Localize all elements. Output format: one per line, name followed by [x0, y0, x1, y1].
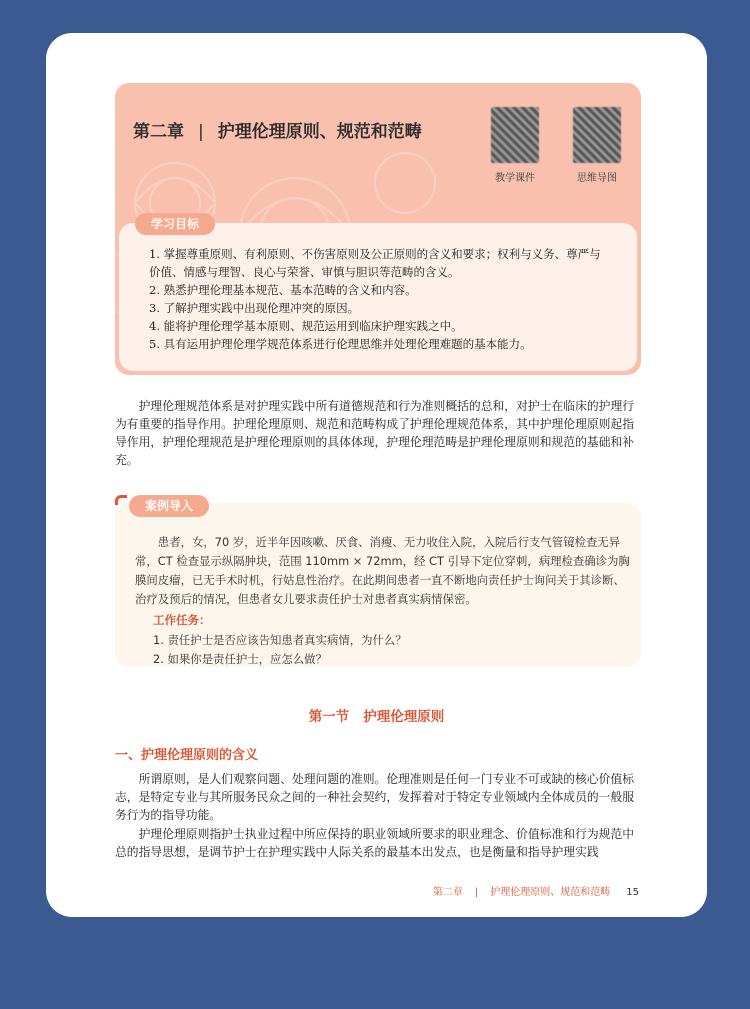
body-paragraph: 所谓原则，是人们观察问题、处理问题的准则。伦理准则是任何一门专业不可或缺的核心价值标志，是特定专业与其所服务民众之间的一种社会契约，发挥着对于特定专业领域内全体成员的一般服务行为的指导功能。	[115, 772, 635, 822]
page-footer	[433, 883, 639, 898]
footer-title: 护理伦理原则、规范和范畴	[490, 887, 611, 898]
task-item: 2. 如果你是责任护士，应怎么做？	[153, 652, 327, 666]
learning-goals-list	[149, 245, 629, 353]
corner-accent	[115, 495, 127, 505]
task-item: 1. 责任护士是否应该告知患者真实病情，为什么？	[153, 633, 407, 647]
book-page	[46, 33, 707, 917]
case-intro-tab: 案例导入	[129, 495, 209, 517]
chapter-separator: |	[198, 122, 204, 142]
qr-mindmap-label: 思维导图	[577, 173, 617, 184]
goal-item: 1. 掌握尊重原则、有利原则、不伤害原则及公正原则的含义和要求；权利与义务、尊严与	[149, 247, 601, 261]
footer-chapter: 第二章	[432, 887, 463, 898]
intro-paragraph: 护理伦理规范体系是对护理实践中所有道德规范和行为准则概括的总和，对护士在临床的护理行为有重要的指导作用。护理伦理原则、规范和范畴构成了护理伦理规范体系，其中护理伦理原则起指导作用，护理伦理规范是护理伦理原则的具体体现，护理伦理范畴是护理伦理原则和规范的基础和补充。	[115, 399, 635, 467]
goal-item: 价值、情感与理智、良心与荣誉、审慎与胆识等范畴的含义。	[149, 265, 460, 279]
qr-code-icon	[573, 107, 621, 163]
task-title: 工作任务：	[153, 613, 211, 627]
subsection-title: 一、护理伦理原则的含义	[115, 748, 259, 763]
qr-mindmap[interactable]	[562, 107, 632, 184]
goal-item: 3. 了解护理实践中出现伦理冲突的原因。	[149, 301, 360, 315]
goal-item: 4. 能将护理伦理学基本原则、规范运用到临床护理实践之中。	[149, 319, 463, 333]
case-text: 患者，女，70 岁，近半年因咳嗽、厌食、消瘦、无力收住入院，入院后行支气管镜检查无异常，CT 检查显示纵隔肿块，范围 110mm × 72mm，经 CT 引导下定位穿刺，病理检查确诊为胸膜间皮瘤，已无手术时机，行姑息性治疗。在此期间患者一直不断地向责任护士询问关于其诊断、治疗及预后的情况，但患者女儿要求责任护士对患者真实病情保密。	[135, 535, 630, 606]
chapter-header	[115, 83, 641, 375]
learning-goals-box	[119, 217, 637, 371]
goal-item: 5. 具有运用护理伦理学规范体系进行伦理思维并处理伦理难题的基本能力。	[149, 337, 532, 351]
goal-item: 2. 熟悉护理伦理基本规范、基本范畴的含义和内容。	[149, 283, 417, 297]
body-paragraph: 护理伦理原则指护士执业过程中所应保持的职业领域所要求的职业理念、价值标准和行为规范中总的指导思想，是调节护士在护理实践中人际关系的最基本出发点，也是衡量和指导护理实践	[115, 827, 635, 859]
qr-code-icon	[491, 107, 539, 163]
case-intro-box	[115, 499, 641, 667]
chapter-name: 护理伦理原则、规范和范畴	[217, 122, 422, 142]
qr-courseware-label: 教学课件	[495, 173, 535, 184]
learning-goals-tab: 学习目标	[135, 213, 215, 235]
chapter-title	[133, 117, 422, 142]
footer-separator: |	[474, 887, 479, 898]
page-number: 15	[626, 887, 639, 898]
section-title: 第一节 护理伦理原则	[308, 709, 445, 725]
qr-courseware[interactable]	[480, 107, 550, 184]
chapter-label: 第二章	[133, 122, 184, 142]
